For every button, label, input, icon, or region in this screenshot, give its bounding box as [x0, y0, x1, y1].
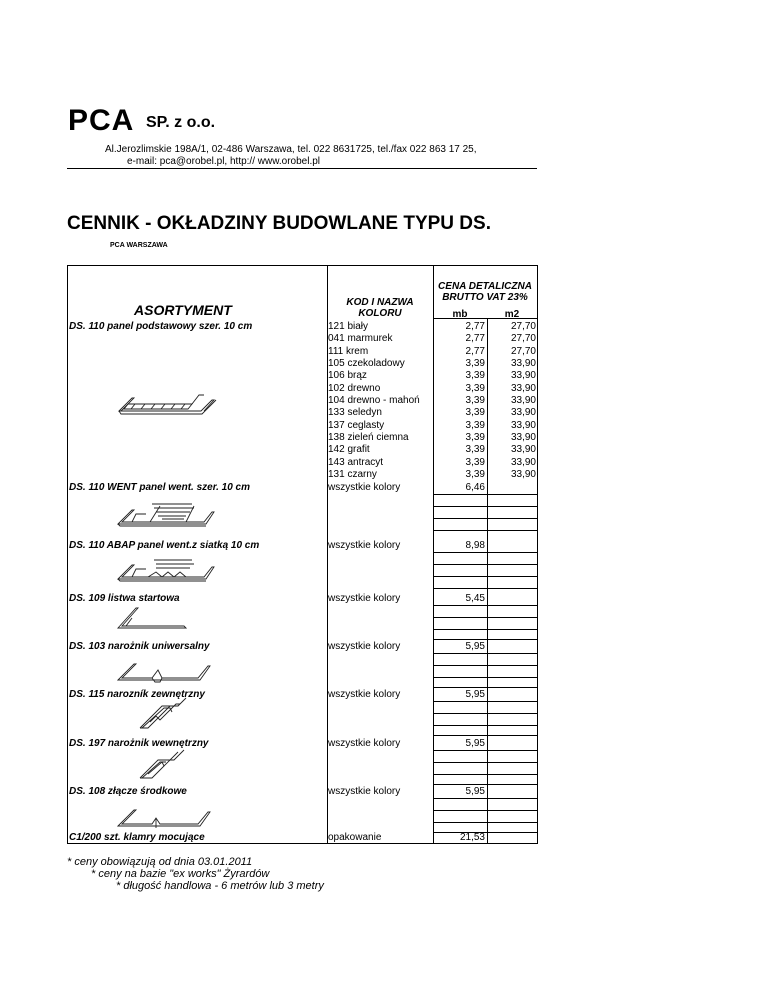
- color-code: wszystkie kolory: [328, 689, 401, 700]
- company-address: Al.Jerozlimskie 198A/1, 02-486 Warszawa, tel. 022 8631725, tel./fax 022 863 17 25,: [105, 144, 477, 155]
- m2-price: 33,90: [510, 382, 536, 394]
- color-list: [328, 321, 420, 481]
- color-code: 131 czarny: [328, 468, 377, 480]
- product-name: DS. 115 narozník zewnętrzny: [69, 689, 205, 700]
- product-name: DS. 110 WENT panel went. szer. 10 cm: [69, 482, 250, 493]
- color-code: 133 seledyn: [328, 407, 382, 419]
- header-price-line1: CENA DETALICZNA: [438, 281, 532, 292]
- mb-price: 2,77: [465, 333, 485, 345]
- mesh-vent-panel-icon: [118, 560, 214, 581]
- product-name: DS. 197 narożnik wewnętrzny: [69, 738, 209, 749]
- header-price-line2: BRUTTO VAT 23%: [442, 292, 528, 303]
- mb-price: 5,95: [465, 786, 485, 797]
- m2-price: 33,90: [510, 419, 536, 431]
- header-code-line2: KOLORU: [358, 308, 402, 319]
- inner-corner-icon: [140, 750, 184, 778]
- product-name: C1/200 szt. klamry mocujące: [69, 832, 205, 843]
- header-mb: mb: [452, 309, 468, 320]
- m2-price: 27,70: [510, 333, 536, 345]
- document-subtitle: PCA WARSZAWA: [110, 242, 168, 249]
- document-title: CENNIK - OKŁADZINY BUDOWLANE TYPU DS.: [67, 213, 491, 234]
- color-code: opakowanie: [328, 832, 382, 843]
- mb-price: 5,45: [465, 593, 485, 604]
- mb-price: 3,39: [465, 456, 485, 468]
- m2-price: 33,90: [510, 394, 536, 406]
- mb-price: 3,39: [465, 444, 485, 456]
- m2-price-list: [487, 321, 536, 481]
- m2-price: 33,90: [510, 468, 536, 480]
- starter-strip-icon: [118, 608, 186, 628]
- color-code: 143 antracyt: [328, 456, 384, 468]
- middle-joint-icon: [118, 810, 210, 828]
- color-code: wszystkie kolory: [328, 593, 401, 604]
- color-code: 104 drewno - mahoń: [328, 394, 420, 406]
- color-code: 105 czekoladowy: [328, 357, 405, 369]
- company-logo-suffix: SP. z o.o.: [146, 114, 216, 131]
- color-code: wszystkie kolory: [328, 641, 401, 652]
- color-code: 041 marmurek: [328, 333, 393, 345]
- m2-price: 33,90: [510, 431, 536, 443]
- mb-price: 3,39: [465, 370, 485, 382]
- mb-price: 5,95: [465, 689, 485, 700]
- vent-panel-icon: [118, 504, 214, 526]
- color-code: wszystkie kolory: [328, 738, 401, 749]
- mb-price: 3,39: [465, 357, 485, 369]
- footnote: * ceny obowiązują od dnia 03.01.2011: [67, 856, 253, 868]
- header-code-line1: KOD I NAZWA: [346, 297, 414, 308]
- company-contact: e-mail: pca@orobel.pl, http:// www.orobel.pl: [127, 156, 321, 167]
- mb-price: 3,39: [465, 394, 485, 406]
- mb-price: 6,46: [465, 482, 485, 493]
- product-name: DS. 110 ABAP panel went.z siatką 10 cm: [69, 540, 260, 551]
- mb-price: 5,95: [465, 738, 485, 749]
- header-assortment: ASORTYMENT: [134, 302, 232, 318]
- mb-price: 3,39: [465, 382, 485, 394]
- panel-profile-icon: [119, 395, 216, 414]
- mb-price: 3,39: [465, 431, 485, 443]
- header-m2: m2: [504, 309, 520, 320]
- m2-price: 27,70: [510, 345, 536, 357]
- color-code: 111 krem: [328, 345, 369, 357]
- color-code: wszystkie kolory: [328, 540, 401, 551]
- color-code: 121 biały: [328, 321, 369, 332]
- m2-price: 33,90: [510, 444, 536, 456]
- product-name: DS. 109 listwa startowa: [69, 593, 180, 604]
- mb-price: 5,95: [465, 641, 485, 652]
- outer-corner-icon: [140, 698, 186, 728]
- mb-price: 2,77: [465, 321, 485, 332]
- mb-price: 3,39: [465, 407, 485, 419]
- mb-price: 3,39: [465, 419, 485, 431]
- m2-price: 27,70: [510, 321, 536, 332]
- color-code: 106 brąz: [328, 370, 367, 382]
- color-code: wszystkie kolory: [328, 786, 401, 797]
- mb-price: 2,77: [465, 345, 485, 357]
- m2-price: 33,90: [510, 370, 536, 382]
- color-code: 142 grafit: [328, 444, 370, 456]
- footnote: * ceny na bazie "ex works" Żyrardów: [91, 868, 270, 880]
- color-code: wszystkie kolory: [328, 482, 401, 493]
- color-code: 138 zieleń ciemna: [328, 431, 409, 443]
- company-logo-name: PCA: [68, 104, 135, 137]
- color-code: 137 ceglasty: [328, 419, 385, 431]
- product-name: DS. 103 narożnik uniwersalny: [69, 641, 210, 652]
- product-name: DS. 110 panel podstawowy szer. 10 cm: [69, 321, 253, 332]
- color-code: 102 drewno: [328, 382, 381, 394]
- universal-corner-icon: [118, 664, 210, 682]
- mb-price: 3,39: [465, 468, 485, 480]
- mb-price-list: [433, 321, 485, 481]
- m2-price: 33,90: [510, 357, 536, 369]
- mb-price: 21,53: [459, 832, 485, 843]
- m2-price: 33,90: [510, 456, 536, 468]
- footnote: * długość handlowa - 6 metrów lub 3 metry: [116, 880, 324, 892]
- product-name: DS. 108 złącze środkowe: [69, 786, 187, 797]
- mb-price: 8,98: [465, 540, 485, 551]
- m2-price: 33,90: [510, 407, 536, 419]
